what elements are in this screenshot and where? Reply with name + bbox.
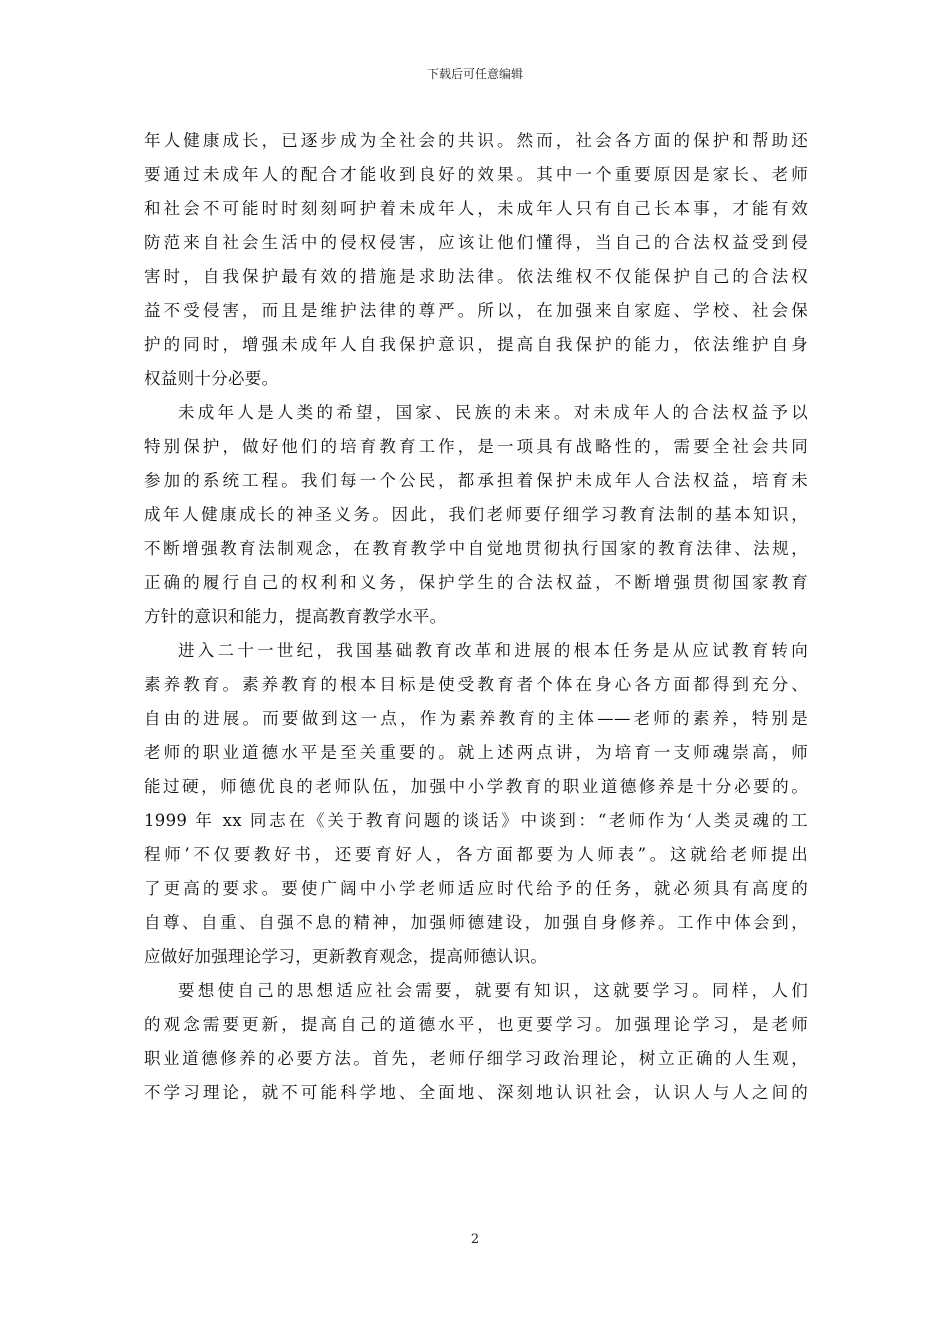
text-line: 1999 年 xx 同志在《关于教育问题的谈话》中谈到：“老师作为‘人类灵魂的工: [144, 811, 808, 830]
text-line: 能过硬，师德优良的老师队伍，加强中小学教育的职业道德修养是十分必要的。: [144, 777, 808, 796]
text-line: 要通过未成年人的配合才能收到良好的效果。其中一个重要原因是家长、老师: [144, 165, 808, 184]
text-line: 正确的履行自己的权利和义务，保护学生的合法权益，不断增强贯彻国家教育: [144, 573, 808, 592]
paragraph: [144, 634, 808, 974]
text-line: 了更高的要求。要使广阔中小学老师适应时代给予的任务，就必须具有高度的: [144, 879, 808, 898]
text-line: 自由的进展。而要做到这一点，作为素养教育的主体——老师的素养，特别是: [144, 709, 808, 728]
text-line: 防范来自社会生活中的侵权侵害，应该让他们懂得，当自己的合法权益受到侵: [144, 233, 808, 252]
paragraph: [144, 974, 808, 1110]
text-line: 护的同时，增强未成年人自我保护意识，提高自我保护的能力，依法维护自身: [144, 335, 808, 354]
text-line: 参加的系统工程。我们每一个公民，都承担着保护未成年人合法权益，培育未: [144, 471, 808, 490]
text-line: 素养教育。素养教育的根本目标是使受教育者个体在身心各方面都得到充分、: [144, 675, 808, 694]
document-body: [144, 124, 808, 1110]
text-line: 成年人健康成长的神圣义务。因此，我们老师要仔细学习教育法制的基本知识，: [144, 505, 808, 524]
paragraph: [144, 396, 808, 634]
text-line: 应做好加强理论学习，更新教育观念，提高师德认识。: [144, 947, 548, 966]
text-line: 不断增强教育法制观念，在教育教学中自觉地贯彻执行国家的教育法律、法规，: [144, 539, 808, 558]
text-line: 进入二十一世纪，我国基础教育改革和进展的根本任务是从应试教育转向: [178, 641, 808, 660]
text-line: 的观念需要更新，提高自己的道德水平，也更要学习。加强理论学习，是老师: [144, 1015, 808, 1034]
text-line: 未成年人是人类的希望，国家、民族的未来。对未成年人的合法权益予以: [178, 403, 808, 422]
page-number: 2: [470, 1232, 480, 1247]
text-line: 自尊、自重、自强不息的精神，加强师德建设，加强自身修养。工作中体会到，: [144, 913, 808, 932]
text-line: 和社会不可能时时刻刻呵护着未成年人，未成年人只有自己长本事，才能有效: [144, 199, 808, 218]
text-line: 要想使自己的思想适应社会需要，就要有知识，这就要学习。同样，人们: [178, 981, 808, 1000]
text-line: 特别保护，做好他们的培育教育工作，是一项具有战略性的，需要全社会共同: [144, 437, 808, 456]
page-header: 下载后可任意编辑: [426, 67, 523, 81]
text-line: 害时，自我保护最有效的措施是求助法律。依法维权不仅能保护自己的合法权: [144, 267, 808, 286]
text-line: 不学习理论，就不可能科学地、全面地、深刻地认识社会，认识人与人之间的: [144, 1083, 808, 1102]
text-line: 老师的职业道德水平是至关重要的。就上述两点讲，为培育一支师魂崇高，师: [144, 743, 808, 762]
text-line: 益不受侵害，而且是维护法律的尊严。所以，在加强来自家庭、学校、社会保: [144, 301, 808, 320]
text-line: 程师’不仅要教好书，还要育好人，各方面都要为人师表”。这就给老师提出: [144, 845, 808, 864]
text-line: 方针的意识和能力，提高教育教学水平。: [144, 607, 447, 626]
text-line: 年人健康成长，已逐步成为全社会的共识。然而，社会各方面的保护和帮助还: [144, 131, 808, 150]
text-line: 职业道德修养的必要方法。首先，老师仔细学习政治理论，树立正确的人生观，: [144, 1049, 808, 1068]
paragraph: [144, 124, 808, 396]
text-line: 权益则十分必要。: [144, 369, 279, 388]
